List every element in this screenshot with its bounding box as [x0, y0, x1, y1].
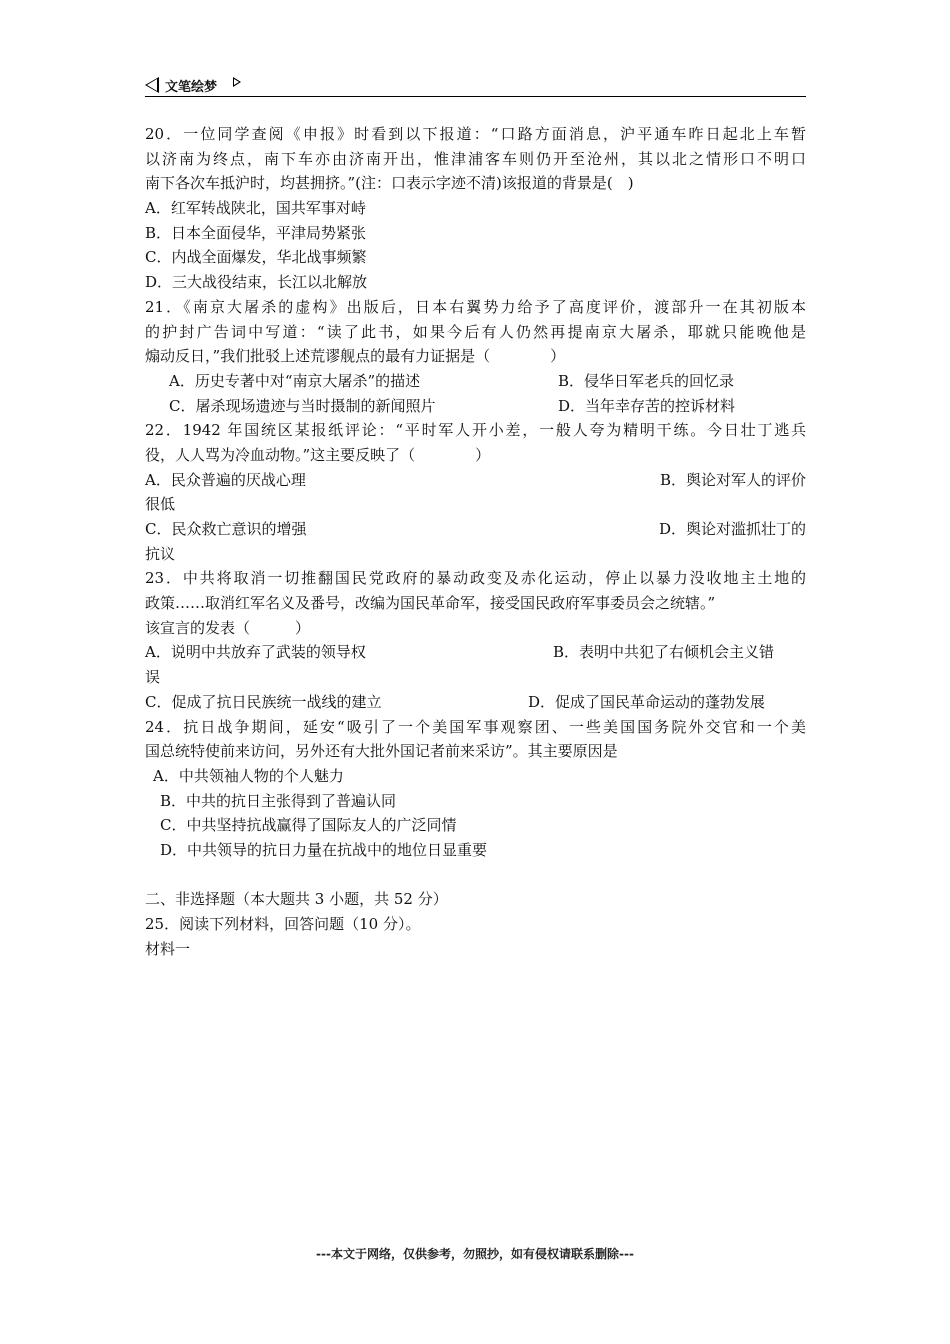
option-row [145, 394, 806, 419]
header-title: 文笔绘梦 [165, 80, 218, 95]
option-c: C．促成了抗日民族统一战线的建立 [145, 692, 382, 711]
page-footer: ---本文于网络，仅供参考，勿照抄，如有侵权请联系删除--- [316, 1247, 634, 1261]
option-b: B．侵华日军老兵的回忆录 [558, 371, 735, 390]
option-d: D．当年幸存苦的控诉材料 [558, 396, 736, 415]
section-2 [145, 887, 806, 961]
option-d-continued: 抗议 [145, 544, 176, 563]
option-c: C．内战全面爆发，华北战事频繁 [145, 248, 367, 267]
option-b-continued: 误 [145, 668, 161, 687]
question-text-line: 政策……取消红军名义及番号，改编为国民革命军，接受国民政府军事委员会之统辖。” [145, 594, 716, 613]
question-content [145, 122, 806, 961]
question-25: 25．阅读下列材料，回答问题（10 分）。 [145, 915, 421, 933]
option-b: B．日本全面侵华，平津局势紧张 [145, 223, 367, 242]
question-text-line: 20．一位同学查阅《申报》时看到以下报道：“口路方面消息，沪平通车昨日起北上车暂 [145, 125, 806, 143]
section-heading: 二、非选择题（本大题共 3 小题，共 52 分） [145, 890, 448, 909]
option-c: C．中共坚持抗战赢得了国际友人的广泛同情 [160, 816, 457, 835]
option-c: C．民众救亡意识的增强 [145, 520, 307, 538]
question-23 [145, 566, 806, 714]
question-text-line: 24．抗日战争期间，延安“吸引了一个美国军事观察团、一些美国国务院外交官和一个美 [145, 717, 806, 736]
option-b-continued: 很低 [145, 495, 176, 514]
option-row [145, 369, 806, 394]
option-a: A．说明中共放弃了武装的领导权 [145, 643, 366, 662]
option-c: C．屠杀现场遗迹与当时摄制的新闻照片 [169, 396, 436, 415]
option-d: D．中共领导的抗日力量在抗战中的地位日显重要 [160, 840, 488, 859]
question-20 [145, 122, 806, 295]
question-text-line: 该宣言的发表（ ） [145, 618, 311, 637]
option-a: A．中共领袖人物的个人魅力 [153, 766, 344, 785]
triangle-right-icon [233, 77, 241, 87]
question-text-line: 国总统特使前来访问，另外还有大批外国记者前来采访”。其主要原因是 [145, 742, 618, 761]
question-22 [145, 418, 806, 566]
question-text-line: 22．1942 年国统区某报纸评论：“平时军人开小差，一般人夸为精明干练。今日壮丁逃兵 [145, 421, 806, 440]
question-text-line: 以济南为终点，南下车亦由济南开出，惟津浦客车则仍开至沧州，其以北之情形口不明口 [145, 149, 806, 168]
question-text-line: 21．《南京大屠杀的虚构》出版后，日本右翼势力给予了高度评价，渡部升一在其初版本 [145, 297, 806, 316]
triangle-left-icon [145, 77, 159, 93]
question-text-line: 的护封广告词中写道：“读了此书，如果今后有人仍然再提南京大屠杀，耶就只能晚他是 [145, 322, 806, 341]
question-24 [145, 715, 806, 863]
option-a: A．红军转战陕北，国共军事对峙 [145, 199, 366, 218]
option-a: A．历史专著中对“南京大屠杀”的描述 [169, 371, 421, 390]
option-row [145, 517, 806, 542]
question-21 [145, 295, 806, 418]
option-d: D．舆论对滥抓壮丁的 [658, 520, 806, 538]
option-b: B．舆论对军人的评价 [659, 470, 806, 489]
question-text-line: 役，人人骂为冷血动物。”这主要反映了（ ） [145, 445, 491, 464]
spacer [145, 863, 806, 888]
option-a: A．民众普遍的厌战心理 [145, 470, 306, 489]
option-d: D．促成了国民革命运动的蓬勃发展 [528, 692, 766, 711]
question-text-line: 煽动反日，”我们批驳上述荒谬舰点的最有力证据是（ ） [145, 347, 566, 366]
option-d: D．三大战役结束，长江以北解放 [145, 273, 368, 292]
material-label: 材料一 [145, 939, 191, 958]
option-row [145, 468, 806, 493]
question-text-line: 23．中共将取消一切推翻国民党政府的暴动政变及赤化运动，停止以暴力没收地主土地的 [145, 569, 806, 588]
option-b: B．表明中共犯了右倾机会主义错 [553, 643, 775, 662]
option-b: B．中共的抗日主张得到了普遍认同 [160, 791, 397, 810]
page-header [145, 74, 806, 97]
option-row [145, 640, 806, 665]
question-text-line: 南下各次车抵沪时，均甚拥挤。”(注：口表示字迹不清)该报道的背景是( ) [145, 174, 634, 193]
option-row [145, 690, 806, 715]
